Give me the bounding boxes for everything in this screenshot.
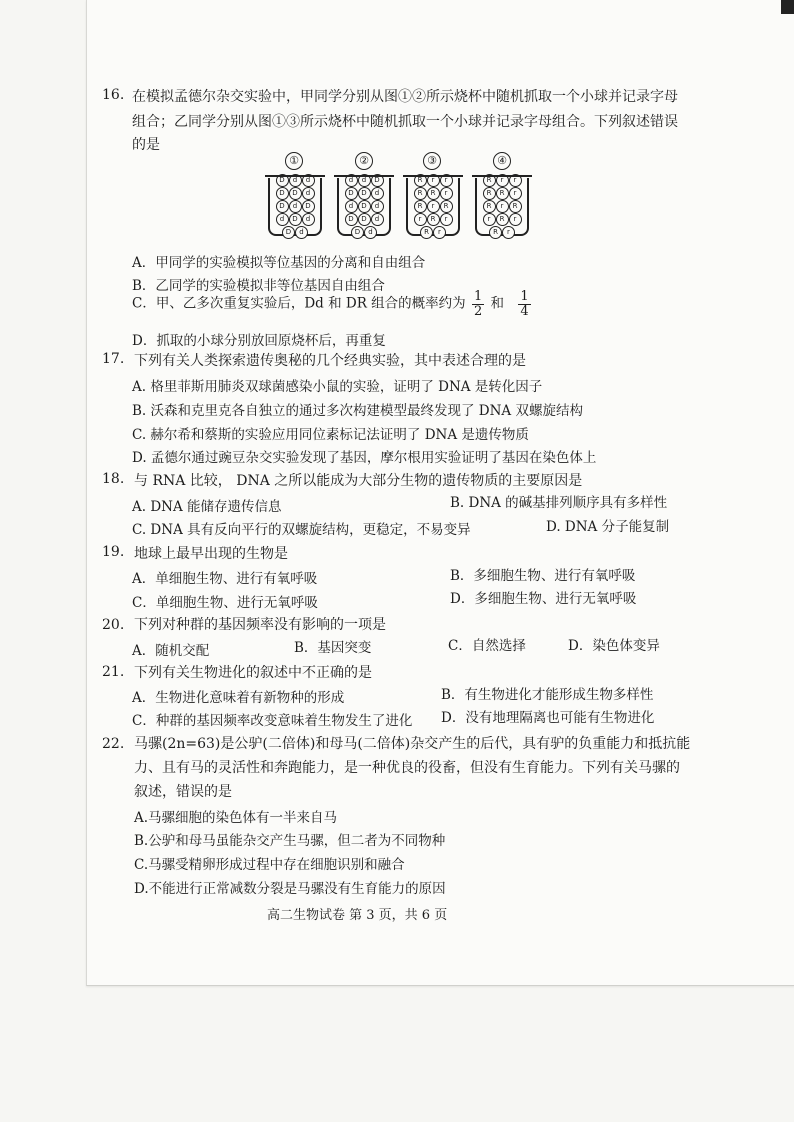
q22-option-d: D.不能进行正常减数分裂是马骡没有生育能力的原因	[134, 881, 446, 897]
ball: d	[364, 226, 377, 239]
q22-stem-line3: 叙述，错误的是	[134, 784, 232, 800]
ball: d	[345, 200, 358, 213]
ball: R	[414, 200, 427, 213]
q18-number: 18.	[102, 471, 125, 487]
ball: d	[289, 200, 302, 213]
q19-number: 19.	[102, 544, 125, 560]
q21-option-a: A．生物进化意味着有新物种的形成	[132, 690, 345, 706]
q18-option-d: D. DNA 分子能复制	[546, 519, 670, 535]
ball: r	[427, 200, 440, 213]
q20-number: 20.	[102, 617, 125, 633]
ball: d	[289, 174, 302, 187]
q20-option-b: B．基因突变	[294, 640, 372, 656]
q16-stem-line1: 在模拟孟德尔杂交实验中，甲同学分别从图①②所示烧杯中随机抓取一个小球并记录字母	[132, 89, 678, 105]
ball: r	[509, 174, 522, 187]
ball: d	[302, 213, 315, 226]
q16-option-b: B．乙同学的实验模拟非等位基因自由组合	[132, 278, 385, 294]
q22-option-a: A.马骡细胞的染色体有一半来自马	[134, 810, 338, 826]
q17-option-b: B. 沃森和克里克各自独立的通过多次构建模型最终发现了 DNA 双螺旋结构	[132, 403, 583, 419]
q19-option-c: C．单细胞生物、进行无氧呼吸	[132, 595, 318, 611]
fraction-numerator: 1	[520, 289, 529, 304]
beaker-2	[337, 175, 391, 236]
ball: d	[358, 174, 371, 187]
q22-option-c: C.马骡受精卵形成过程中存在细胞识别和融合	[134, 857, 405, 873]
ball: r	[496, 200, 509, 213]
q17-stem: 下列有关人类探索遗传奥秘的几个经典实验，其中表述合理的是	[134, 353, 526, 369]
q16-option-c-and: 和	[490, 295, 505, 312]
beaker-1	[268, 175, 322, 236]
q17-option-d: D. 孟德尔通过豌豆杂交实验发现了基因，摩尔根用实验证明了基因在染色体上	[132, 450, 597, 466]
q19-stem: 地球上最早出现的生物是	[134, 546, 288, 562]
ball: r	[496, 174, 509, 187]
q16-stem-line3: 的是	[132, 137, 160, 153]
ball: D	[345, 187, 358, 200]
ball: D	[289, 187, 302, 200]
beaker-3-label: ③	[423, 152, 441, 170]
page-footer: 高二生物试卷 第 3 页，共 6 页	[267, 908, 448, 923]
ball: d	[371, 200, 384, 213]
ball: D	[371, 174, 384, 187]
scan-corner-mark	[781, 0, 794, 14]
q20-option-d: D．染色体变异	[568, 638, 660, 654]
ball: R	[496, 213, 509, 226]
beaker-figure	[264, 152, 540, 242]
ball: d	[302, 187, 315, 200]
beaker-4-label: ④	[493, 152, 511, 170]
ball: R	[509, 200, 522, 213]
ball: r	[440, 187, 453, 200]
ball: D	[358, 187, 371, 200]
q21-stem: 下列有关生物进化的叙述中不正确的是	[134, 665, 372, 681]
ball: R	[496, 187, 509, 200]
ball: d	[371, 187, 384, 200]
ball: r	[509, 187, 522, 200]
q22-option-b: B.公驴和母马虽能杂交产生马骡，但二者为不同物种	[134, 833, 446, 849]
ball: r	[483, 213, 496, 226]
q18-option-b: B. DNA 的碱基排列顺序具有多样性	[450, 495, 668, 511]
ball: R	[414, 187, 427, 200]
ball: D	[351, 226, 364, 239]
ball: d	[276, 213, 289, 226]
ball: D	[358, 200, 371, 213]
beaker-1-label: ①	[285, 152, 303, 170]
fraction-half	[472, 290, 484, 318]
q16-stem-line2: 组合；乙同学分别从图①③所示烧杯中随机抓取一个小球并记录字母组合。下列叙述错误	[132, 114, 678, 130]
fraction-quarter	[518, 290, 530, 318]
q21-number: 21.	[102, 664, 125, 680]
q19-option-d: D．多细胞生物、进行无氧呼吸	[450, 591, 637, 607]
beaker-4	[475, 175, 529, 236]
q18-stem: 与 RNA 比较， DNA 之所以能成为大部分生物的遗传物质的主要原因是	[134, 473, 583, 489]
q16-option-d: D．抓取的小球分别放回原烧杯后，再重复	[132, 333, 386, 349]
q20-option-c: C．自然选择	[448, 638, 526, 654]
ball: D	[358, 213, 371, 226]
q18-option-a: A. DNA 能储存遗传信息	[132, 499, 282, 515]
q17-option-c: C. 赫尔希和蔡斯的实验应用同位素标记法证明了 DNA 是遗传物质	[132, 427, 529, 443]
ball: D	[289, 213, 302, 226]
q22-stem-line1: 马骡(2n=63)是公驴(二倍体)和母马(二倍体)杂交产生的后代，具有驴的负重能力和抵抗能	[134, 736, 691, 752]
q17-number: 17.	[102, 351, 125, 367]
ball: D	[345, 213, 358, 226]
q21-option-d: D．没有地理隔离也可能有生物进化	[441, 710, 655, 726]
ball: R	[440, 200, 453, 213]
q16-number: 16.	[102, 87, 125, 103]
ball: r	[433, 226, 446, 239]
ball: D	[302, 200, 315, 213]
ball: r	[414, 213, 427, 226]
ball: R	[427, 187, 440, 200]
ball: r	[440, 213, 453, 226]
ball: d	[345, 174, 358, 187]
q16-option-a: A．甲同学的实验模拟等位基因的分离和自由组合	[132, 255, 426, 271]
ball: R	[483, 174, 496, 187]
ball: d	[371, 213, 384, 226]
beaker-2-label: ②	[355, 152, 373, 170]
ball: r	[427, 174, 440, 187]
q21-option-c: C．种群的基因频率改变意味着生物发生了进化	[132, 713, 413, 729]
q21-option-b: B．有生物进化才能形成生物多样性	[441, 687, 654, 703]
ball: D	[282, 226, 295, 239]
beaker-3	[406, 175, 460, 236]
ball: r	[440, 174, 453, 187]
q18-option-c: C. DNA 具有反向平行的双螺旋结构，更稳定，不易变异	[132, 522, 471, 538]
ball: R	[489, 226, 502, 239]
ball: r	[509, 213, 522, 226]
q22-number: 22.	[102, 736, 125, 752]
ball: R	[414, 174, 427, 187]
fraction-denominator: 4	[520, 303, 529, 319]
ball: R	[427, 213, 440, 226]
q19-option-a: A．单细胞生物、进行有氧呼吸	[132, 571, 318, 587]
ball: R	[483, 200, 496, 213]
ball: D	[276, 187, 289, 200]
fraction-denominator: 2	[473, 303, 483, 319]
ball: r	[502, 226, 515, 239]
q16-option-c-text: C．甲、乙多次重复实验后，Dd 和 DR 组合的概率约为	[132, 295, 466, 312]
ball: d	[295, 226, 308, 239]
ball: R	[483, 187, 496, 200]
q16-option-c	[132, 290, 533, 318]
ball: d	[302, 174, 315, 187]
q20-stem: 下列对种群的基因频率没有影响的一项是	[134, 617, 386, 633]
ball: R	[420, 226, 433, 239]
q19-option-b: B．多细胞生物、进行有氧呼吸	[450, 568, 636, 584]
ball: D	[276, 174, 289, 187]
ball: D	[276, 200, 289, 213]
fraction-numerator: 1	[473, 289, 483, 304]
q20-option-a: A．随机交配	[132, 643, 210, 659]
q22-stem-line2: 力、且有马的灵活性和奔跑能力，是一种优良的役畜，但没有生育能力。下列有关马骡的	[134, 760, 680, 776]
q17-option-a: A. 格里菲斯用肺炎双球菌感染小鼠的实验，证明了 DNA 是转化因子	[132, 379, 543, 395]
